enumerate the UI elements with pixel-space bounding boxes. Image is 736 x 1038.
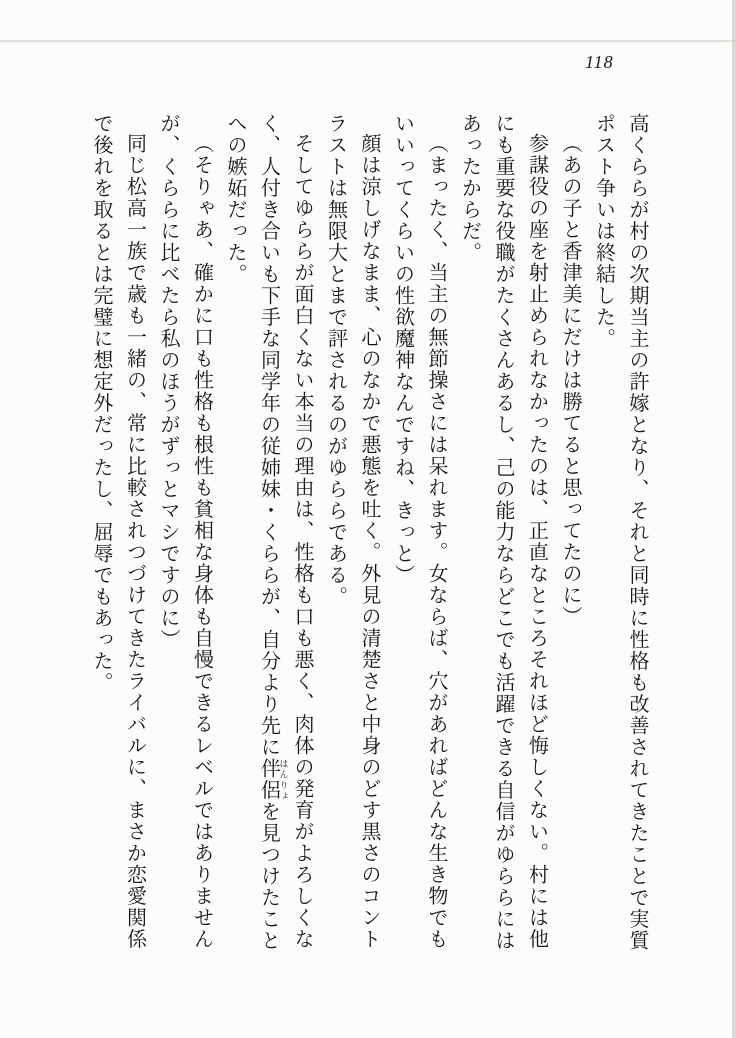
paragraph: 参謀役の座を射止められなかったのは、正直なところそれほど悔しくない。村には他にも重要な役職がたくさんあるし、己の能力ならどこでも活躍できる自信がゆららにはあったからだ。 xyxy=(458,113,548,952)
paragraph: （そりゃあ、確かに口も性格も根性も貧相な身体も自慢できるレベルではありませんが、くららに比べたら私のほうがずっとマシですのに） xyxy=(157,113,213,950)
paragraph: そしてゆららが面白くない本当の理由は、性格も口も悪く、肉体の発育がよろしくなく、人付き合いも下手な同学年の従姉妹・くららが、自分より先に伴侶 はんりょを見つけたことへの嫉妬だった。 xyxy=(224,113,313,952)
scan-artifact-right-edge xyxy=(732,0,736,1038)
ruby-annotation: 伴侶 はんりょ xyxy=(257,758,289,801)
text-block xyxy=(47,113,653,953)
paragraph: 高くららが村の次期当主の許嫁となり、それと同時に性格も改善されてきたことで実質ポスト争いは終結した。 xyxy=(592,113,648,952)
paragraph: 顔は涼しげなまま、心のなかで悪態を吐く。外見の清楚さと中身のどす黒さのコントラストは無限大とまで評されるのがゆららである。 xyxy=(324,113,380,950)
page-number: 118 xyxy=(585,52,614,72)
scan-artifact-top-line xyxy=(0,40,736,42)
paragraph: 同じ松高一族で歳も一緒の、常に比較されつづけてきたライバルに、まさか恋愛関係で後れを取るとは完璧に想定外だったし、屈辱でもあった。 xyxy=(90,113,146,950)
paragraph: （あの子と香津美にだけは勝てると思ってたのに） xyxy=(559,133,581,628)
paragraph: （まったく、当主の無節操さには呆れます。女ならば、穴があればどんな生き物でもいいってくらいの性欲魔神なんですね、きっと） xyxy=(391,113,447,950)
